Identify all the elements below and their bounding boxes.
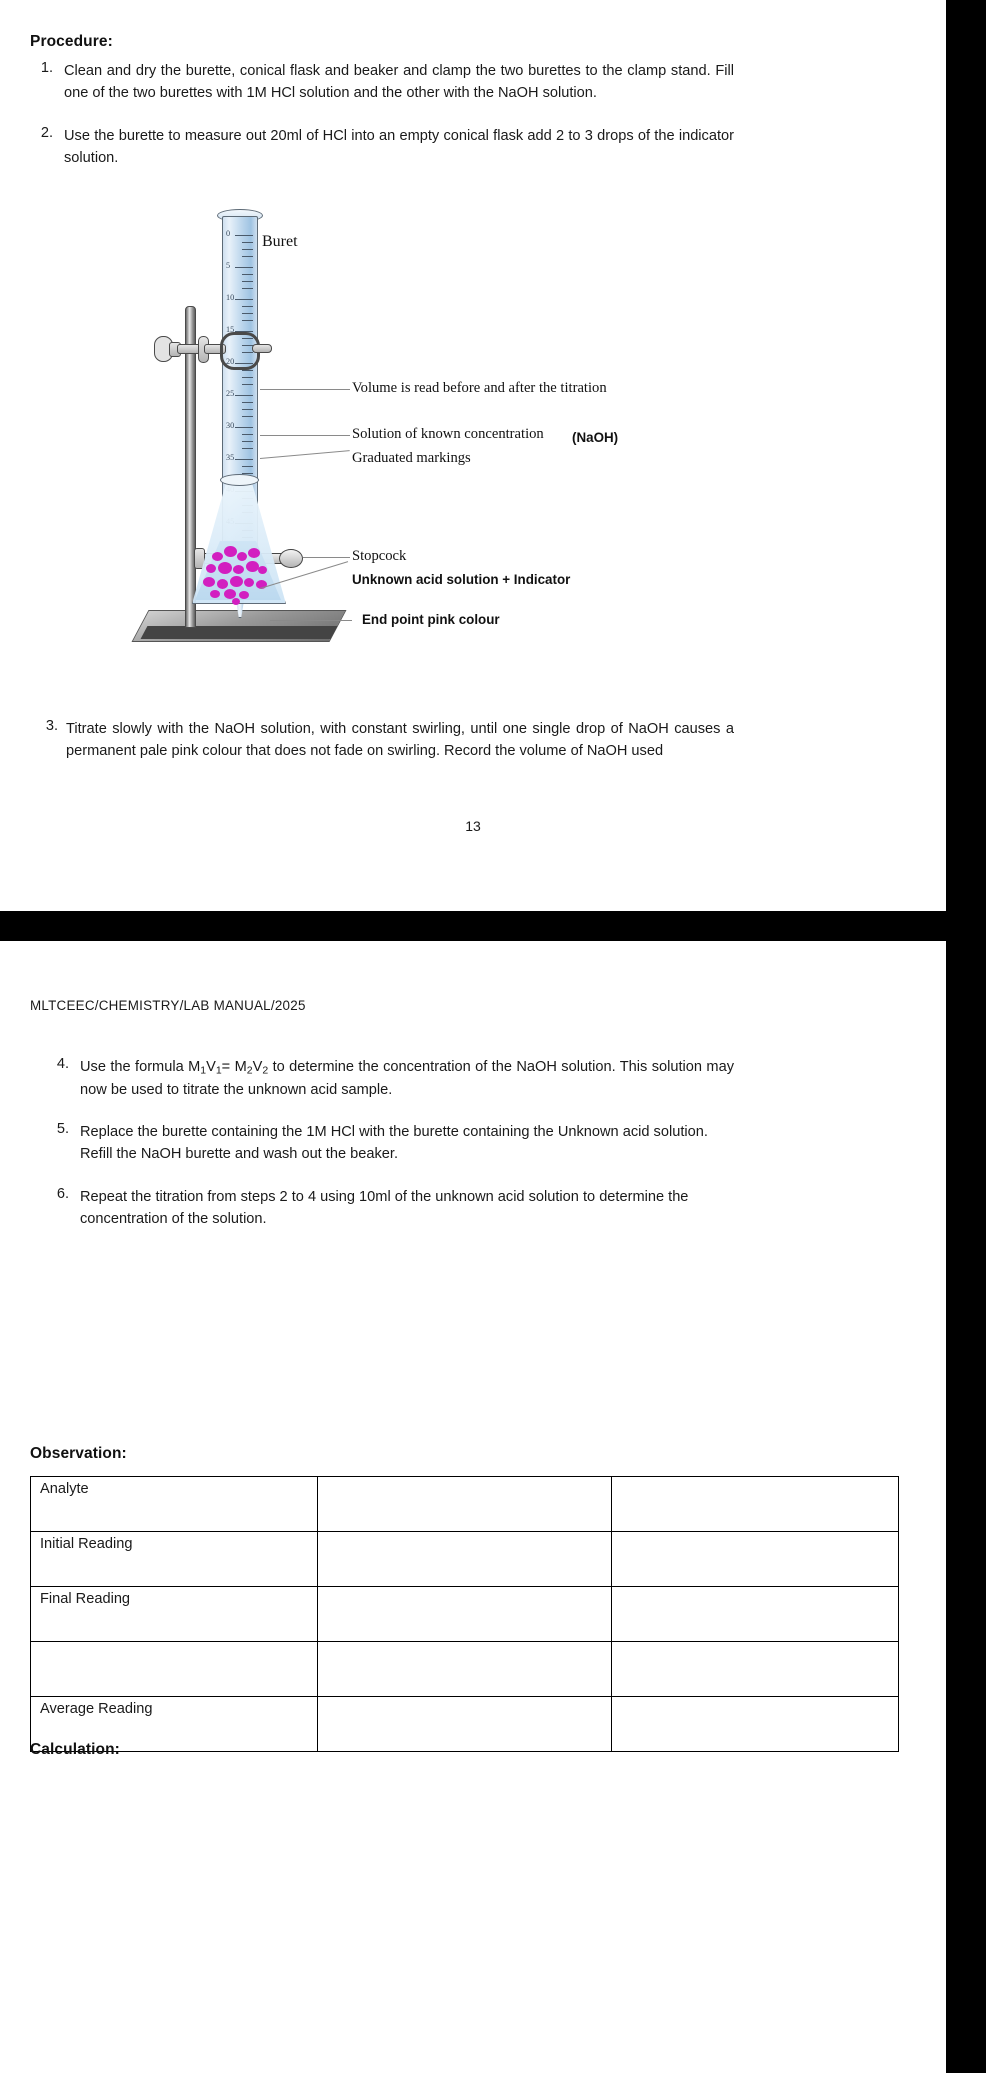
leader-graduated-markings <box>260 450 350 459</box>
table-cell-label <box>31 1642 318 1697</box>
table-cell-value[interactable] <box>612 1587 899 1642</box>
step-number: 2. <box>40 124 53 141</box>
procedure-step-list-continued <box>34 718 734 777</box>
formula-mid-2: = M <box>221 1059 247 1075</box>
procedure-step-list-page2 <box>34 1056 734 1244</box>
table-row <box>31 1477 899 1532</box>
leader-end-point <box>270 620 352 621</box>
page-number: 13 <box>465 818 481 834</box>
step-number: 5. <box>56 1121 69 1138</box>
page-separator <box>0 911 986 941</box>
label-buret: Buret <box>262 233 298 250</box>
list-item <box>34 1121 734 1166</box>
label-graduated-markings: Graduated markings <box>352 450 471 466</box>
table-cell-value[interactable] <box>612 1697 899 1752</box>
step-number: 3. <box>45 718 58 734</box>
formula-sub-2: 1 <box>215 1064 222 1077</box>
label-stopcock: Stopcock <box>352 548 407 564</box>
step-text: Use the burette to measure out 20ml of HCl into an empty conical flask add 2 to 3 drops of the indicator solution. <box>64 127 734 166</box>
stand-rod <box>185 306 196 628</box>
formula-sub-4: 2 <box>262 1064 269 1077</box>
label-known-concentration-formula: (NaOH) <box>572 430 619 445</box>
label-end-point: End point pink colour <box>362 612 500 627</box>
table-cell-label: Initial Reading <box>31 1532 318 1587</box>
document-page-1 <box>0 0 946 911</box>
list-item <box>34 60 734 105</box>
procedure-heading: Procedure: <box>30 33 113 50</box>
table-cell-label: Final Reading <box>31 1587 318 1642</box>
table-cell-value[interactable] <box>318 1642 612 1697</box>
observation-heading: Observation: <box>30 1445 127 1462</box>
procedure-step-list <box>34 60 734 183</box>
clamp-tail <box>252 344 272 353</box>
table-cell-value[interactable] <box>318 1532 612 1587</box>
table-row <box>31 1587 899 1642</box>
table-cell-value[interactable] <box>612 1477 899 1532</box>
observation-table <box>30 1476 899 1752</box>
table-cell-value[interactable] <box>318 1477 612 1532</box>
formula-mid-3: V <box>252 1059 263 1075</box>
step-text: Titrate slowly with the NaOH solution, with constant swirling, until one single drop of NaOH causes a permanent pale pink colour that does not fade on swirling. Record the volume of NaOH used <box>66 721 734 760</box>
step-number: 6. <box>56 1185 69 1202</box>
titration-setup-diagram <box>140 196 740 666</box>
list-item <box>34 125 734 170</box>
step-text: Repeat the titration from steps 2 to 4 using 10ml of the unknown acid solution to determine the concentration of the solution. <box>80 1188 689 1228</box>
formula-mid-1: V <box>206 1059 216 1075</box>
step-text: Clean and dry the burette, conical flask and beaker and clamp the two burettes to the clamp stand. Fill one of the two burettes with 1M HCl solution and the other with the NaOH solution. <box>64 63 734 102</box>
table-row <box>31 1532 899 1587</box>
table-cell-label: Average Reading <box>31 1697 318 1752</box>
formula-sub-3: 2 <box>246 1064 253 1077</box>
step-text <box>80 1056 734 1101</box>
leader-known-concentration <box>260 435 350 436</box>
flask-rim <box>220 474 259 486</box>
label-volume-read: Volume is read before and after the titration <box>352 380 607 396</box>
leader-stopcock <box>303 557 350 558</box>
list-item <box>34 1056 734 1101</box>
stand-base-edge <box>141 626 338 639</box>
burette-tube: 0 5 10 15 20 25 30 35 <box>222 216 258 573</box>
formula-prefix: Use the formula M <box>80 1059 201 1075</box>
step-text: Replace the burette containing the 1M HCl with the burette containing the Unknown acid solution. Refill the NaOH burette and wash out the beaker. <box>80 1124 708 1163</box>
list-item <box>34 718 734 763</box>
leader-volume-read <box>260 389 350 390</box>
document-page-2 <box>0 941 946 2073</box>
stopcock-knob <box>279 549 303 568</box>
calculation-heading: Calculation: <box>30 1741 120 1758</box>
label-unknown-acid: Unknown acid solution + Indicator <box>352 572 571 587</box>
table-cell-label: Analyte <box>31 1477 318 1532</box>
page-header: MLTCEEC/CHEMISTRY/LAB MANUAL/2025 <box>30 998 306 1013</box>
label-known-concentration: Solution of known concentration <box>352 426 544 442</box>
step-number: 1. <box>40 60 53 76</box>
table-cell-value[interactable] <box>318 1697 612 1752</box>
list-item <box>34 1186 734 1231</box>
table-cell-value[interactable] <box>612 1642 899 1697</box>
step-number: 4. <box>56 1056 69 1072</box>
table-row <box>31 1697 899 1752</box>
formula-sub-1: 1 <box>200 1064 207 1077</box>
table-row <box>31 1642 899 1697</box>
table-cell-value[interactable] <box>318 1587 612 1642</box>
formula-suffix: to determine the concentration of the NaOH solution. This solution may now be used to titrate the unknown acid sample. <box>80 1059 734 1098</box>
table-cell-value[interactable] <box>612 1532 899 1587</box>
